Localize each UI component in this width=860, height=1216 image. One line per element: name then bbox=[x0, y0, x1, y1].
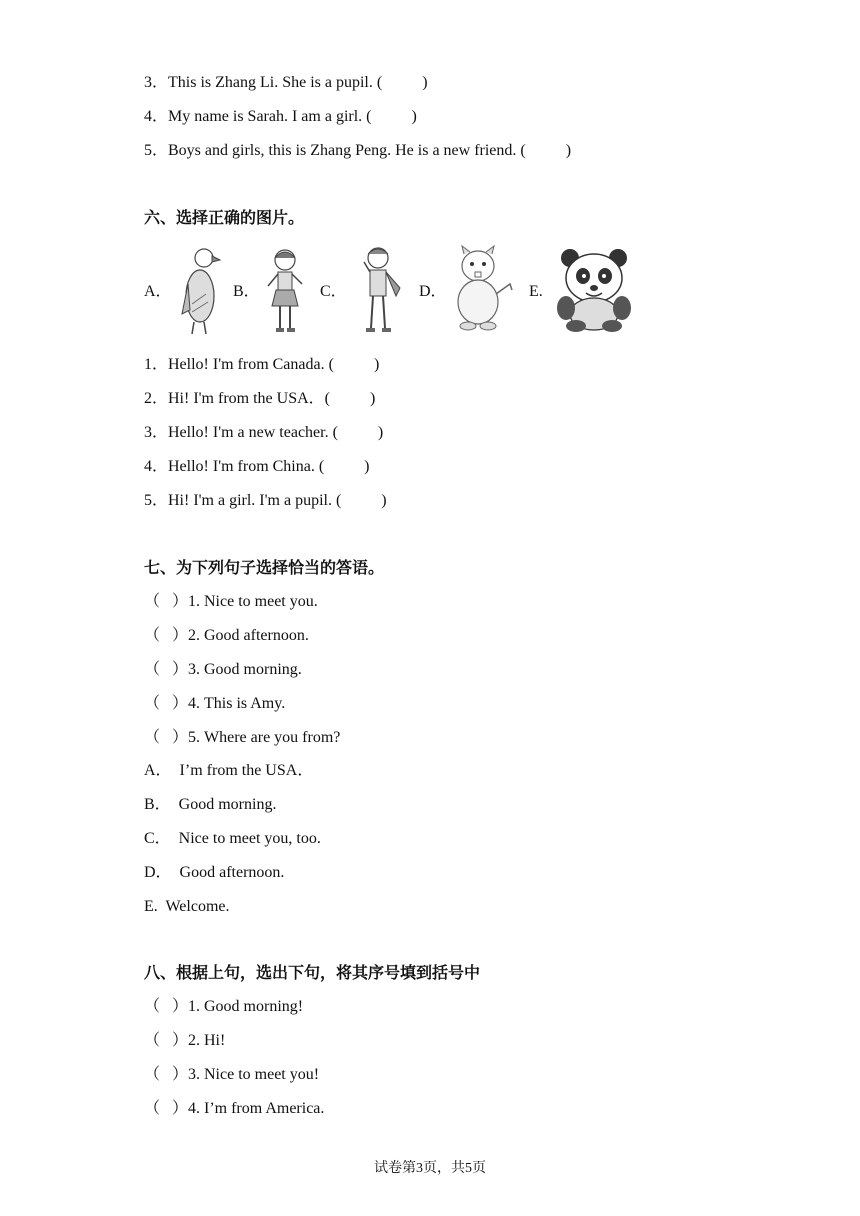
picture-label-a: A． bbox=[144, 283, 172, 300]
question-line: （ ）2. Hi! bbox=[144, 1032, 226, 1049]
question-line: （ ）1. Good morning! bbox=[144, 998, 304, 1015]
eagle-icon bbox=[176, 244, 226, 336]
answer-option: A． I’m from the USA． bbox=[144, 762, 314, 779]
question-line: 5．Hi! I'm a girl. I'm a pupil. ( ) bbox=[144, 492, 387, 509]
question-line: 3．This is Zhang Li. She is a pupil. ( ) bbox=[144, 74, 428, 91]
question-line: （ ）3. Good morning. bbox=[144, 661, 302, 678]
question-line: 4．My name is Sarah. I am a girl. ( ) bbox=[144, 108, 417, 125]
answer-option: E. Welcome. bbox=[144, 898, 230, 915]
question-line: （ ）4. I’m from America. bbox=[144, 1100, 325, 1117]
picture-label-d: D． bbox=[419, 283, 447, 300]
question-line: 2．Hi! I'm from the USA．( ) bbox=[144, 390, 376, 407]
question-line: 4．Hello! I'm from China. ( ) bbox=[144, 458, 370, 475]
section-title: 八、根据上句，选出下句，将其序号填到括号中 bbox=[144, 963, 481, 982]
question-line: （ ）1. Nice to meet you. bbox=[144, 593, 318, 610]
answer-option: B． Good morning. bbox=[144, 796, 277, 813]
girl-icon bbox=[262, 244, 308, 336]
question-line: （ ）3. Nice to meet you! bbox=[144, 1066, 320, 1083]
question-line: 3．Hello! I'm a new teacher. ( ) bbox=[144, 424, 384, 441]
panda-icon bbox=[554, 246, 634, 332]
question-line: （ ）2. Good afternoon. bbox=[144, 627, 309, 644]
section-title: 七、为下列句子选择恰当的答语。 bbox=[144, 558, 385, 577]
question-line: 5．Boys and girls, this is Zhang Peng. He is a new friend. ( ) bbox=[144, 142, 572, 159]
picture-label-e: E. bbox=[529, 283, 543, 300]
question-line: （ ）4. This is Amy. bbox=[144, 695, 286, 712]
answer-option: D． Good afternoon. bbox=[144, 864, 285, 881]
squirrel-icon bbox=[448, 244, 518, 334]
picture-label-b: B． bbox=[233, 283, 260, 300]
section-title: 六、选择正确的图片。 bbox=[144, 208, 305, 227]
answer-option: C． Nice to meet you, too. bbox=[144, 830, 321, 847]
picture-label-c: C． bbox=[320, 283, 347, 300]
boy-icon bbox=[356, 244, 408, 336]
question-line: 1．Hello! I'm from Canada. ( ) bbox=[144, 356, 380, 373]
page-footer: 试卷第3页，共5页 bbox=[374, 1161, 486, 1176]
question-line: （ ）5. Where are you from? bbox=[144, 729, 341, 746]
